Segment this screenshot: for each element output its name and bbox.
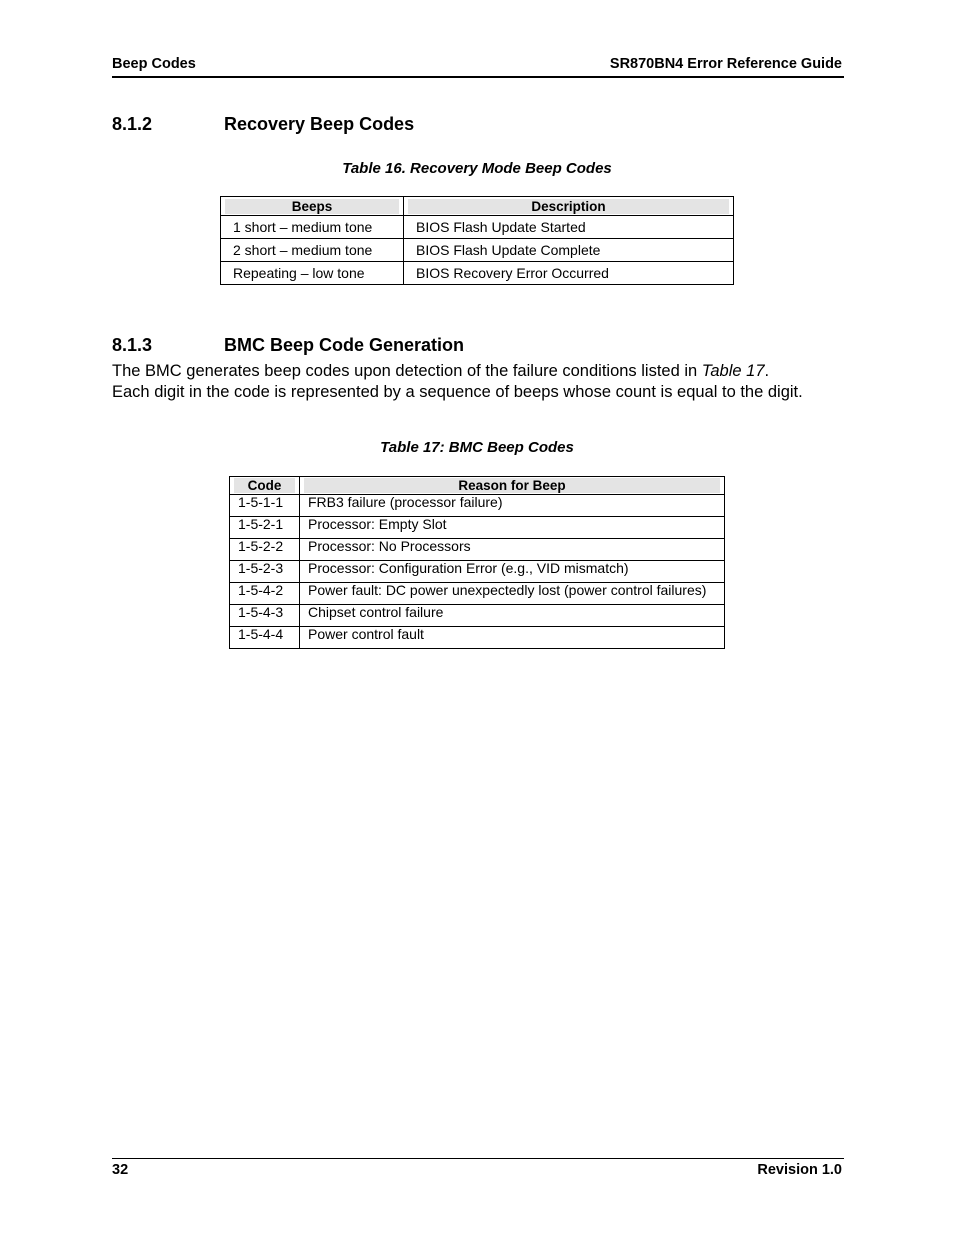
page-number: 32	[112, 1162, 129, 1178]
table-row	[230, 583, 725, 605]
table-row	[230, 561, 725, 583]
table-caption: Table 16. Recovery Mode Beep Codes	[342, 160, 612, 177]
recovery-beep-table	[220, 196, 734, 285]
column-header-reason: Reason for Beep	[300, 477, 725, 495]
table-cell: 1-5-2-1	[230, 517, 300, 539]
header-rule	[112, 76, 844, 78]
paragraph-text: .	[764, 362, 770, 380]
paragraph-text: The BMC generates beep codes upon detection of the failure conditions listed in	[112, 362, 702, 380]
running-header-title: SR870BN4 Error Reference Guide	[609, 56, 842, 72]
table-row	[221, 216, 734, 239]
table-cell: BIOS Recovery Error Occurred	[404, 262, 734, 285]
table-row	[221, 239, 734, 262]
table-cell: Power control fault	[300, 627, 725, 649]
table-cell: 1-5-4-4	[230, 627, 300, 649]
table-cell: Repeating – low tone	[221, 262, 404, 285]
table-cell: Power fault: DC power unexpectedly lost (power control failures)	[300, 583, 725, 605]
body-paragraph	[112, 361, 852, 403]
table-cell: 2 short – medium tone	[221, 239, 404, 262]
table-reference: Table 17	[701, 362, 765, 380]
column-header-beeps: Beeps	[221, 197, 404, 216]
running-header-section: Beep Codes	[112, 56, 196, 72]
table-caption: Table 17: BMC Beep Codes	[380, 439, 574, 456]
table-row	[221, 262, 734, 285]
revision-label: Revision 1.0	[757, 1162, 842, 1178]
table-cell: 1-5-1-1	[230, 495, 300, 517]
table-cell: 1-5-2-3	[230, 561, 300, 583]
paragraph-text: Each digit in the code is represented by a sequence of beeps whose count is equal to the digit.	[112, 383, 803, 401]
table-row	[230, 627, 725, 649]
table-cell: 1-5-2-2	[230, 539, 300, 561]
table-cell: BIOS Flash Update Complete	[404, 239, 734, 262]
section-title: Recovery Beep Codes	[224, 114, 415, 134]
column-header-code: Code	[230, 477, 300, 495]
table-cell: BIOS Flash Update Started	[404, 216, 734, 239]
table-cell: 1-5-4-3	[230, 605, 300, 627]
table-cell: FRB3 failure (processor failure)	[300, 495, 725, 517]
section-number: 8.1.3	[112, 335, 153, 355]
section-title: BMC Beep Code Generation	[224, 335, 465, 355]
column-header-description: Description	[404, 197, 734, 216]
table-row	[230, 605, 725, 627]
table-cell: 1 short – medium tone	[221, 216, 404, 239]
table-cell: 1-5-4-2	[230, 583, 300, 605]
section-number: 8.1.2	[112, 114, 153, 134]
table-row	[230, 495, 725, 517]
table-cell: Processor: No Processors	[300, 539, 725, 561]
table-cell: Chipset control failure	[300, 605, 725, 627]
table-cell: Processor: Configuration Error (e.g., VID mismatch)	[300, 561, 725, 583]
footer-rule	[112, 1158, 844, 1159]
table-row	[230, 517, 725, 539]
table-row	[230, 539, 725, 561]
bmc-beep-table	[229, 476, 725, 649]
table-cell: Processor: Empty Slot	[300, 517, 725, 539]
